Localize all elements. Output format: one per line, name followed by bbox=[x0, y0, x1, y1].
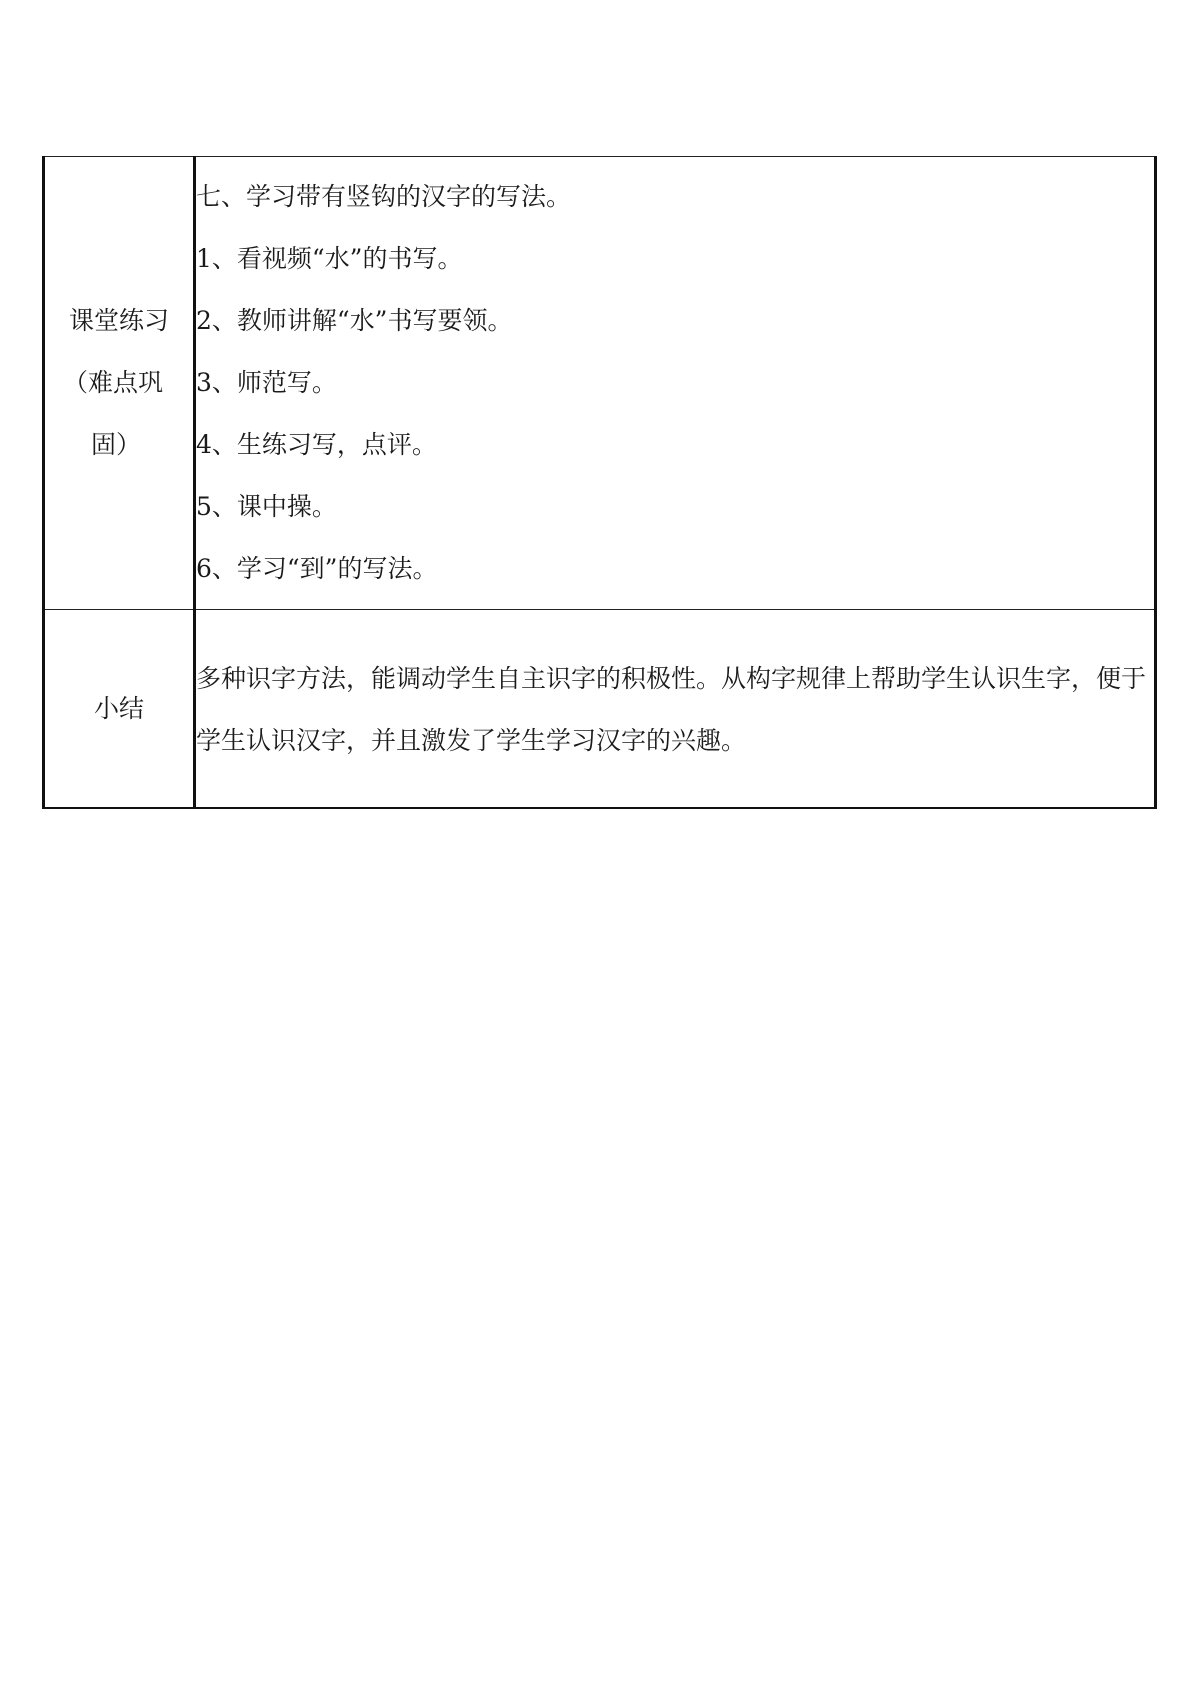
practice-label-line-3: 固） bbox=[91, 430, 142, 459]
summary-text: 多种识字方法，能调动学生自主识字的积极性。从构字规律上帮助学生认识生字，便于学生认识汉字，并且激发了学生学习汉字的兴趣。 bbox=[196, 663, 1147, 755]
summary-label: 小结 bbox=[93, 693, 144, 723]
practice-label-line-2: （难点巩 bbox=[63, 368, 164, 397]
practice-steps-list bbox=[196, 166, 1154, 600]
table-row-summary bbox=[44, 610, 1156, 809]
lesson-table bbox=[42, 156, 1157, 809]
practice-content-cell bbox=[195, 157, 1156, 610]
list-item: 七、学习带有竖钩的汉字的写法。 bbox=[196, 182, 572, 211]
list-item: 1、看视频“水”的书写。 bbox=[196, 244, 463, 273]
list-item: 3、师范写。 bbox=[196, 368, 337, 397]
summary-label-cell bbox=[44, 610, 195, 809]
list-item: 4、生练习写，点评。 bbox=[196, 430, 437, 459]
list-item: 2、教师讲解“水”书写要领。 bbox=[196, 306, 513, 335]
practice-label-line-1: 课堂练习 bbox=[68, 306, 169, 335]
practice-label-cell bbox=[44, 157, 195, 610]
list-item: 5、课中操。 bbox=[196, 492, 337, 521]
table-row-practice bbox=[44, 157, 1156, 610]
practice-label bbox=[45, 290, 193, 476]
summary-content-cell bbox=[195, 610, 1156, 809]
list-item: 6、学习“到”的写法。 bbox=[196, 554, 438, 583]
